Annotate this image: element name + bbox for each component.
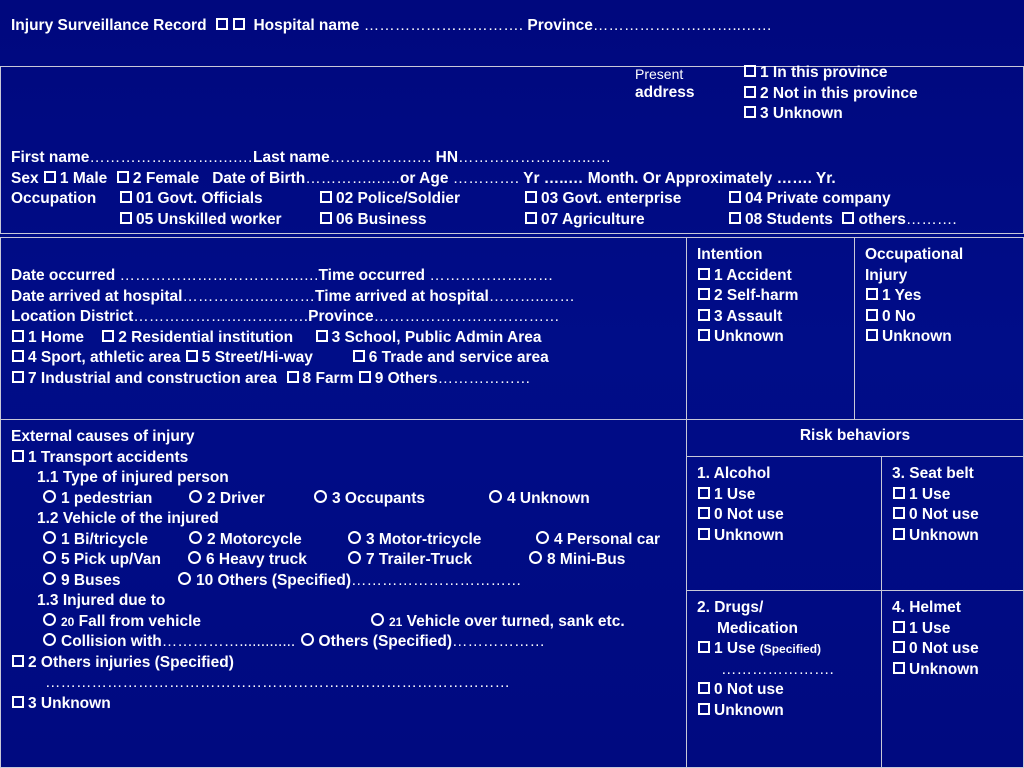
dob-label: Date of Birth (212, 169, 306, 187)
occupation-option: 02 Police/Soldier (336, 190, 461, 207)
occupation-checkbox[interactable] (729, 212, 741, 224)
seatbelt-option: 1 Use (909, 485, 951, 503)
sex-female-checkbox[interactable] (117, 171, 129, 183)
location-district-label: Location District (11, 308, 134, 325)
intention-title: Intention (697, 246, 763, 263)
address-option-checkbox[interactable] (744, 65, 756, 77)
external-causes-title: External causes of injury (11, 428, 195, 445)
alcohol-checkbox[interactable] (698, 507, 710, 519)
external-causes-section (0, 419, 687, 768)
occupation-checkbox[interactable] (525, 191, 537, 203)
intention-option: 3 Assault (714, 307, 783, 325)
type-radio[interactable] (489, 490, 502, 503)
place-checkbox[interactable] (12, 350, 24, 362)
drugs-option: 0 Not use (714, 681, 784, 698)
address-options (743, 63, 918, 125)
place-checkbox[interactable] (12, 330, 24, 342)
place-option: 9 Others (374, 369, 438, 387)
address-option-label: 3 Unknown (760, 105, 843, 122)
occupation-checkbox[interactable] (525, 212, 537, 224)
hospital-field[interactable]: …………………………. (363, 17, 524, 34)
place-option: 8 Farm (302, 369, 354, 387)
unknown-label: 3 Unknown (28, 694, 111, 712)
place-others-field[interactable]: ……………… (437, 369, 531, 387)
present-address-label-1: Present (635, 66, 684, 82)
occupational-title-2: Injury (865, 266, 908, 284)
helmet-section (881, 590, 1024, 768)
due-20-number: 20 (61, 614, 75, 629)
hn-field[interactable]: ……………………..…. (458, 149, 611, 166)
intention-checkbox[interactable] (698, 329, 710, 341)
due-option: Fall from vehicle (78, 612, 201, 630)
seatbelt-option: 0 Not use (909, 506, 979, 523)
age-label: or Age (399, 169, 449, 187)
others-injuries-field[interactable]: ……………………………………………………………………………… (45, 674, 510, 691)
seatbelt-checkbox[interactable] (893, 507, 905, 519)
occupational-injury-section (854, 237, 1024, 420)
occupation-option: 08 Students (745, 210, 833, 228)
alcohol-checkbox[interactable] (698, 487, 710, 499)
drugs-option: 1 Use (714, 640, 756, 657)
type-option: 3 Occupants (332, 489, 426, 507)
unknown-checkbox[interactable] (12, 696, 24, 708)
occupational-checkbox[interactable] (866, 309, 878, 321)
due-others-label: Others (Specified) (318, 633, 453, 650)
transport-checkbox[interactable] (12, 450, 24, 462)
place-option: 7 Industrial and construction area (28, 369, 277, 387)
vehicle-option: 2 Motorcycle (207, 530, 302, 548)
vehicle-others-field[interactable]: …………………………… (351, 571, 522, 589)
occupation-others-field[interactable]: ………. (905, 210, 957, 228)
sex-row (11, 169, 836, 190)
intention-option: 1 Accident (714, 266, 792, 284)
last-name-field[interactable]: …………….…. (329, 149, 432, 166)
alcohol-section (686, 456, 882, 591)
time-occurred-field[interactable]: …………………… (429, 267, 554, 284)
intention-checkbox[interactable] (698, 309, 710, 321)
occupational-title: Occupational (865, 246, 964, 263)
due-radio[interactable] (301, 633, 314, 646)
occupation-option: 06 Business (336, 210, 427, 228)
address-option-label: 1 In this province (760, 64, 888, 81)
province-label: Province (527, 17, 593, 34)
seatbelt-section (881, 456, 1024, 591)
helmet-option: Unknown (909, 660, 979, 678)
vehicle-title: 1.2 Vehicle of the injured (37, 510, 219, 527)
occupation-option: 04 Private company (745, 190, 891, 207)
time-occurred-label: Time occurred (318, 267, 426, 284)
drugs-section (686, 590, 882, 768)
hn-label: HN (435, 149, 459, 166)
age-field[interactable]: …………. (452, 169, 520, 187)
type-of-injured-title: 1.1 Type of injured person (37, 469, 229, 486)
date-arrived-field[interactable]: ……………..……… (182, 287, 316, 305)
event-section (0, 237, 687, 420)
place-option: 6 Trade and service area (368, 349, 549, 366)
occupation-checkbox[interactable] (120, 191, 132, 203)
location-district-field[interactable]: ……………………………. (133, 308, 309, 325)
due-others-field[interactable]: ……………… (452, 633, 546, 650)
intention-option: Unknown (714, 328, 784, 345)
risk-behaviors-header (686, 419, 1024, 457)
place-option: 3 School, Public Admin Area (331, 328, 542, 346)
address-option-checkbox[interactable] (744, 106, 756, 118)
vehicle-option: 5 Pick up/Van (61, 551, 161, 568)
time-arrived-field[interactable]: ………..…… (488, 287, 575, 305)
dob-field[interactable]: …………..….. (305, 169, 400, 187)
occupation-label: Occupation (11, 190, 97, 207)
seatbelt-checkbox[interactable] (893, 487, 905, 499)
place-option: 2 Residential institution (118, 328, 294, 346)
date-occurred-label: Date occurred (11, 267, 116, 284)
due-radio[interactable] (371, 613, 384, 626)
others-injuries-label: 2 Others injuries (Specified) (28, 653, 234, 671)
name-row (11, 148, 836, 169)
type-option: 1 pedestrian (61, 489, 153, 507)
drugs-title: 2. Drugs/ (697, 599, 764, 616)
vehicle-radio[interactable] (188, 551, 201, 564)
sex-female-label: 2 Female (132, 169, 200, 187)
helmet-checkbox[interactable] (893, 641, 905, 653)
vehicle-radio[interactable] (348, 551, 361, 564)
occupation-option: others (858, 210, 906, 228)
patient-details (11, 148, 957, 230)
vehicle-option: 9 Buses (61, 571, 121, 589)
occupational-option: 0 No (882, 307, 916, 325)
hospital-label: Hospital name (253, 17, 360, 34)
type-radio[interactable] (43, 490, 56, 503)
seatbelt-checkbox[interactable] (893, 528, 905, 540)
patient-section (0, 66, 1024, 234)
occupation-checkbox[interactable] (120, 212, 132, 224)
alcohol-option: Unknown (714, 526, 784, 544)
occupational-checkbox[interactable] (866, 288, 878, 300)
first-name-label: First name (11, 149, 90, 166)
time-arrived-label: Time arrived at hospital (315, 287, 489, 305)
vehicle-radio[interactable] (43, 531, 56, 544)
occupational-checkbox[interactable] (866, 329, 878, 341)
place-checkbox[interactable] (353, 350, 365, 362)
occupation-option: 05 Unskilled worker (136, 210, 282, 228)
type-radio[interactable] (189, 490, 202, 503)
helmet-title: 4. Helmet (892, 599, 961, 616)
place-checkbox[interactable] (316, 330, 328, 342)
checkbox[interactable] (216, 18, 228, 30)
intention-option: 2 Self-harm (714, 287, 799, 304)
type-option: 4 Unknown (507, 489, 590, 507)
collision-label: Collision with (61, 633, 162, 650)
address-option-label: 2 Not in this province (760, 84, 918, 102)
occupation-row (11, 189, 891, 210)
form-title: Injury Surveillance Record (11, 17, 207, 34)
first-name-field[interactable]: …………………….….… (89, 149, 254, 166)
place-checkbox[interactable] (287, 371, 299, 383)
occupation-option: 03 Govt. enterprise (541, 190, 682, 207)
intention-checkbox[interactable] (698, 268, 710, 280)
vehicle-option: 3 Motor-tricycle (366, 530, 482, 548)
vehicle-option: 10 Others (Specified) (196, 571, 352, 589)
vehicle-option: 1 Bi/tricycle (61, 530, 149, 548)
vehicle-option: 4 Personal car (554, 530, 660, 548)
occupation-checkbox[interactable] (320, 212, 332, 224)
place-checkbox[interactable] (102, 330, 114, 342)
last-name-label: Last name (253, 149, 330, 166)
vehicle-option: 6 Heavy truck (206, 551, 307, 568)
form-header (11, 16, 772, 37)
vehicle-option: 8 Mini-Bus (547, 551, 626, 568)
place-checkbox[interactable] (186, 350, 198, 362)
drugs-specified-label: (Specified) (759, 642, 822, 656)
sex-male-label: 1 Male (59, 169, 108, 187)
type-option: 2 Driver (207, 489, 265, 507)
due-radio[interactable] (43, 633, 56, 646)
vehicle-radio[interactable] (189, 531, 202, 544)
helmet-checkbox[interactable] (893, 621, 905, 633)
occupational-option: Unknown (882, 328, 952, 345)
vehicle-radio[interactable] (536, 531, 549, 544)
intention-section (686, 237, 855, 420)
alcohol-option: 1 Use (714, 485, 756, 503)
alcohol-title: 1. Alcohol (697, 465, 771, 482)
vehicle-radio[interactable] (43, 551, 56, 564)
risk-behaviors-title: Risk behaviors (799, 427, 911, 444)
place-option: 4 Sport, athletic area (28, 349, 181, 366)
vehicle-radio[interactable] (43, 572, 56, 585)
injured-due-title: 1.3 Injured due to (37, 592, 166, 609)
intention-checkbox[interactable] (698, 288, 710, 300)
helmet-option: 0 Not use (909, 640, 979, 657)
seatbelt-option: Unknown (909, 526, 979, 544)
occupation-option: 07 Agriculture (541, 210, 645, 228)
occupation-checkbox[interactable] (320, 191, 332, 203)
vehicle-radio[interactable] (178, 572, 191, 585)
place-checkbox[interactable] (12, 371, 24, 383)
drugs-option: Unknown (714, 701, 784, 719)
address-option-checkbox[interactable] (744, 86, 756, 98)
drugs-checkbox[interactable] (698, 641, 710, 653)
vehicle-radio[interactable] (348, 531, 361, 544)
sex-male-checkbox[interactable] (44, 171, 56, 183)
sex-label: Sex (11, 169, 39, 187)
place-option: 1 Home (28, 328, 84, 346)
due-radio[interactable] (43, 613, 56, 626)
occupational-option: 1 Yes (882, 287, 922, 304)
drugs-checkbox[interactable] (698, 682, 710, 694)
date-occurred-field[interactable]: ……………………………..…. (119, 267, 319, 284)
drugs-title-2: Medication (717, 619, 798, 637)
others-injuries-checkbox[interactable] (12, 655, 24, 667)
location-province-label: Province (308, 308, 374, 325)
date-arrived-label: Date arrived at hospital (11, 287, 183, 305)
province-field[interactable]: ………………………..…… (592, 17, 772, 34)
present-address-label-2: address (635, 84, 695, 101)
place-option: 5 Street/Hi-way (201, 349, 313, 366)
transport-label: 1 Transport accidents (28, 448, 189, 466)
vehicle-radio[interactable] (529, 551, 542, 564)
occupation-checkbox[interactable] (842, 212, 854, 224)
occupation-checkbox[interactable] (729, 191, 741, 203)
type-radio[interactable] (314, 490, 327, 503)
collision-field[interactable]: ……………............. (161, 633, 296, 650)
place-checkbox[interactable] (359, 371, 371, 383)
alcohol-checkbox[interactable] (698, 528, 710, 540)
due-21-number: 21 (389, 614, 403, 629)
seatbelt-title: 3. Seat belt (892, 465, 974, 482)
occupation-row-2 (11, 210, 957, 231)
checkbox[interactable] (233, 18, 245, 30)
occupation-option: 01 Govt. Officials (136, 190, 263, 207)
drugs-checkbox[interactable] (698, 703, 710, 715)
alcohol-option: 0 Not use (714, 506, 784, 523)
age-units: Yr …..… Month. Or Approximately ……. Yr. (523, 169, 836, 187)
helmet-checkbox[interactable] (893, 662, 905, 674)
due-option: Vehicle over turned, sank etc. (406, 612, 625, 630)
vehicle-option: 7 Trailer-Truck (366, 551, 472, 568)
helmet-option: 1 Use (909, 619, 951, 637)
drugs-specified-field[interactable]: …………………. (721, 660, 834, 678)
location-province-field[interactable]: ……………………………… (373, 308, 560, 325)
